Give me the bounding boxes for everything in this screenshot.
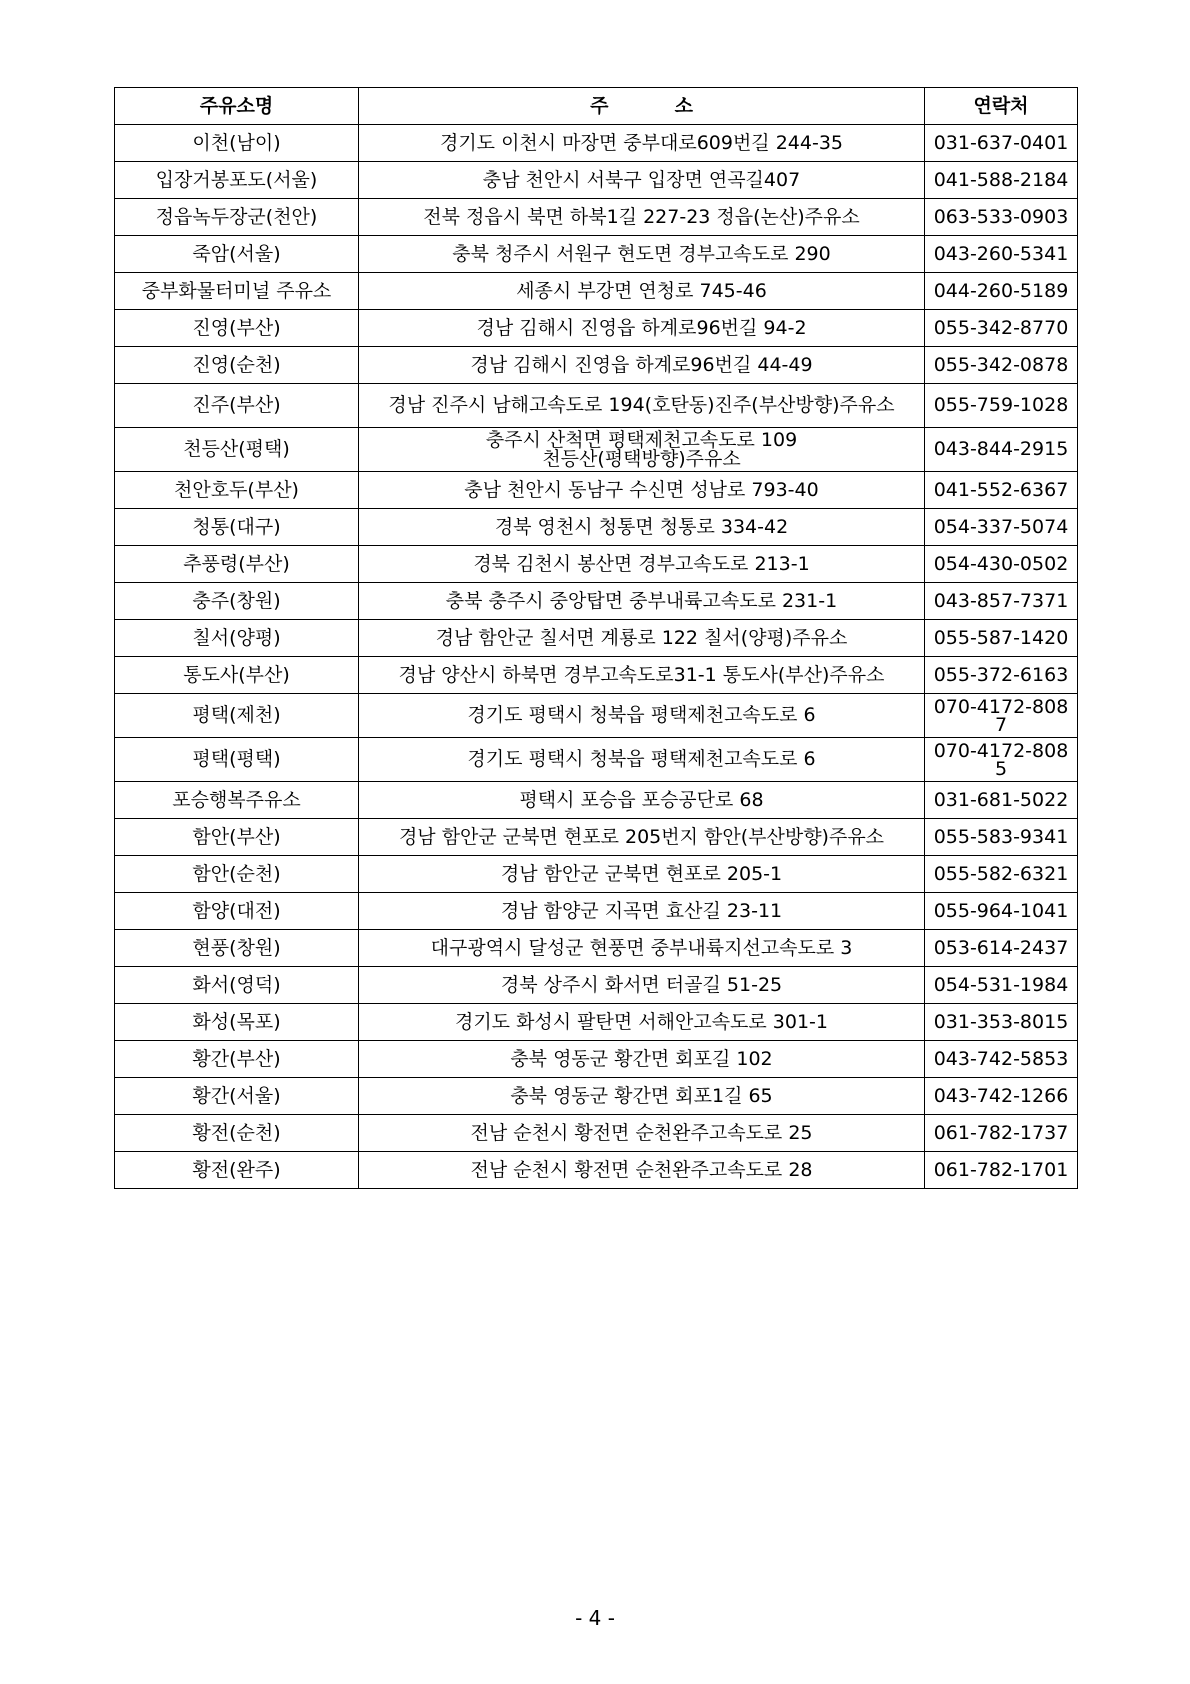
phone-cell: 055-582-6321: [925, 856, 1078, 893]
address-cell: [359, 472, 925, 509]
address-line: 경남 함안군 군북면 현포로 205번지 함안(부산방향)주유소: [398, 825, 885, 848]
phone-cell: 054-337-5074: [925, 509, 1078, 546]
phone-cell: 043-844-2915: [925, 428, 1078, 472]
phone-cell: 053-614-2437: [925, 930, 1078, 967]
station-name-cell: 충주(창원): [115, 583, 359, 620]
table-body: [115, 125, 1078, 1189]
address-line: 경남 함안군 칠서면 계룡로 122 칠서(양평)주유소: [435, 626, 848, 649]
address-line: 경남 함양군 지곡면 효산길 23-11: [500, 899, 783, 922]
table-row: [115, 1152, 1078, 1189]
phone-cell: 055-759-1028: [925, 384, 1078, 428]
station-name-cell: 화성(목포): [115, 1004, 359, 1041]
address-line: 충남 천안시 동남구 수신면 성남로 793-40: [464, 478, 819, 501]
station-name-cell: 추풍령(부산): [115, 546, 359, 583]
phone-cell: 070-4172-8085: [925, 738, 1078, 782]
station-name-cell: 포승행복주유소: [115, 782, 359, 819]
phone-cell: 044-260-5189: [925, 273, 1078, 310]
phone-cell: 055-342-0878: [925, 347, 1078, 384]
address-line: 경북 상주시 화서면 터골길 51-25: [500, 973, 783, 996]
phone-cell: 041-552-6367: [925, 472, 1078, 509]
address-line: 전남 순천시 황전면 순천완주고속도로 25: [470, 1121, 813, 1144]
address-line: 경남 김해시 진영읍 하계로96번길 94-2: [476, 316, 807, 339]
station-name-cell: 함양(대전): [115, 893, 359, 930]
station-name-cell: 평택(제천): [115, 694, 359, 738]
address-line: 경북 영천시 청통면 청통로 334-42: [494, 515, 789, 538]
address-cell: [359, 1041, 925, 1078]
table-row: [115, 347, 1078, 384]
station-name-cell: 진주(부산): [115, 384, 359, 428]
address-cell: [359, 1004, 925, 1041]
address-line: 경남 김해시 진영읍 하계로96번길 44-49: [470, 353, 813, 376]
phone-cell: 054-430-0502: [925, 546, 1078, 583]
table-row: [115, 546, 1078, 583]
address-line: 경남 진주시 남해고속도로 194(호탄동)진주(부산방향)주유소: [388, 394, 895, 416]
address-line: 경남 함안군 군북면 현포로 205-1: [500, 862, 783, 885]
station-name-cell: 칠서(양평): [115, 620, 359, 657]
phone-cell: 055-342-8770: [925, 310, 1078, 347]
address-cell: [359, 583, 925, 620]
table-row: [115, 162, 1078, 199]
address-cell: [359, 782, 925, 819]
table-row: [115, 930, 1078, 967]
phone-cell: 054-531-1984: [925, 967, 1078, 1004]
address-cell: [359, 738, 925, 782]
table-row: [115, 856, 1078, 893]
station-name-cell: 현풍(창원): [115, 930, 359, 967]
address-line: 충북 청주시 서원구 현도면 경부고속도로 290: [452, 242, 831, 265]
station-name-cell: 진영(순천): [115, 347, 359, 384]
station-name-cell: 청통(대구): [115, 509, 359, 546]
station-name-cell: 황전(완주): [115, 1152, 359, 1189]
table-row: [115, 310, 1078, 347]
station-name-cell: 이천(남이): [115, 125, 359, 162]
station-name-cell: 통도사(부산): [115, 657, 359, 694]
address-cell: [359, 1152, 925, 1189]
address-cell: [359, 428, 925, 472]
address-line: 충북 충주시 중앙탑면 중부내륙고속도로 231-1: [445, 589, 838, 612]
address-line: 경기도 이천시 마장면 중부대로609번길 244-35: [439, 131, 844, 154]
address-line: 경기도 화성시 팔탄면 서해안고속도로 301-1: [454, 1010, 829, 1033]
header-station-name: 주유소명: [115, 88, 359, 125]
address-line: 경북 김천시 봉산면 경부고속도로 213-1: [473, 552, 810, 575]
station-name-cell: 중부화물터미널 주유소: [115, 273, 359, 310]
table-row: [115, 620, 1078, 657]
address-cell: [359, 199, 925, 236]
phone-cell: 055-583-9341: [925, 819, 1078, 856]
table-row: [115, 125, 1078, 162]
address-cell: [359, 310, 925, 347]
address-line: 평택시 포승읍 포승공단로 68: [519, 788, 764, 811]
station-name-cell: 황간(서울): [115, 1078, 359, 1115]
station-name-cell: 죽암(서울): [115, 236, 359, 273]
phone-cell: 070-4172-8087: [925, 694, 1078, 738]
address-line: 전남 순천시 황전면 순천완주고속도로 28: [470, 1158, 813, 1181]
page-number: - 4 -: [575, 1606, 615, 1630]
table-row: [115, 509, 1078, 546]
address-line: 세종시 부강면 연청로 745-46: [516, 279, 767, 302]
table-row: [115, 1004, 1078, 1041]
table-row: [115, 893, 1078, 930]
phone-cell: 063-533-0903: [925, 199, 1078, 236]
table-row: [115, 819, 1078, 856]
address-line: 충북 영동군 황간면 회포1길 65: [510, 1084, 773, 1107]
address-cell: [359, 819, 925, 856]
address-cell: [359, 657, 925, 694]
table-row: [115, 782, 1078, 819]
address-cell: [359, 236, 925, 273]
table-row: [115, 657, 1078, 694]
address-cell: [359, 273, 925, 310]
station-name-cell: 정읍녹두장군(천안): [115, 199, 359, 236]
phone-cell: 055-372-6163: [925, 657, 1078, 694]
table-row: [115, 273, 1078, 310]
station-name-cell: 천등산(평택): [115, 428, 359, 472]
address-cell: [359, 1115, 925, 1152]
phone-cell: 055-964-1041: [925, 893, 1078, 930]
table-row: [115, 384, 1078, 428]
address-cell: [359, 930, 925, 967]
phone-cell: 061-782-1701: [925, 1152, 1078, 1189]
station-name-cell: 입장거봉포도(서울): [115, 162, 359, 199]
table-row: [115, 1115, 1078, 1152]
address-cell: [359, 694, 925, 738]
table-row: [115, 199, 1078, 236]
table-row: [115, 236, 1078, 273]
station-name-cell: 천안호두(부산): [115, 472, 359, 509]
address-cell: [359, 162, 925, 199]
phone-cell: 055-587-1420: [925, 620, 1078, 657]
address-cell: [359, 620, 925, 657]
station-name-cell: 평택(평택): [115, 738, 359, 782]
table-row: [115, 738, 1078, 782]
address-cell: [359, 546, 925, 583]
phone-cell: 043-742-5853: [925, 1041, 1078, 1078]
phone-cell: 043-857-7371: [925, 583, 1078, 620]
phone-cell: 043-742-1266: [925, 1078, 1078, 1115]
address-line: 대구광역시 달성군 현풍면 중부내륙지선고속도로 3: [430, 936, 853, 959]
address-cell: [359, 1078, 925, 1115]
address-line: 충주시 산척면 평택제천고속도로 109: [485, 428, 798, 451]
station-name-cell: 화서(영덕): [115, 967, 359, 1004]
address-cell: [359, 509, 925, 546]
phone-cell: 043-260-5341: [925, 236, 1078, 273]
table-row: [115, 583, 1078, 620]
address-line: 경기도 평택시 청북읍 평택제천고속도로 6: [467, 704, 816, 726]
address-cell: [359, 125, 925, 162]
address-line: 전북 정읍시 북면 하북1길 227-23 정읍(논산)주유소: [423, 205, 860, 228]
address-cell: [359, 893, 925, 930]
table-header-row: [115, 88, 1078, 125]
station-name-cell: 함안(순천): [115, 856, 359, 893]
address-cell: [359, 384, 925, 428]
address-line: 경기도 평택시 청북읍 평택제천고속도로 6: [467, 748, 816, 770]
station-name-cell: 황전(순천): [115, 1115, 359, 1152]
phone-cell: 031-681-5022: [925, 782, 1078, 819]
address-cell: [359, 347, 925, 384]
table-row: [115, 428, 1078, 472]
phone-cell: 031-353-8015: [925, 1004, 1078, 1041]
station-name-cell: 진영(부산): [115, 310, 359, 347]
table-row: [115, 1041, 1078, 1078]
table-row: [115, 967, 1078, 1004]
station-name-cell: 함안(부산): [115, 819, 359, 856]
header-address: 주 소: [359, 88, 925, 125]
phone-cell: 061-782-1737: [925, 1115, 1078, 1152]
address-cell: [359, 967, 925, 1004]
address-line: 천등산(평택방향)주유소: [542, 447, 741, 470]
address-cell: [359, 856, 925, 893]
address-line: 충남 천안시 서북구 입장면 연곡길407: [482, 168, 801, 191]
table-row: [115, 694, 1078, 738]
header-phone: 연락처: [925, 88, 1078, 125]
station-name-cell: 황간(부산): [115, 1041, 359, 1078]
address-line: 경남 양산시 하북면 경부고속도로31-1 통도사(부산)주유소: [398, 663, 885, 686]
address-line: 충북 영동군 황간면 회포길 102: [510, 1047, 773, 1070]
gas-station-table: [114, 87, 1078, 1189]
phone-cell: 041-588-2184: [925, 162, 1078, 199]
table-row: [115, 472, 1078, 509]
phone-cell: 031-637-0401: [925, 125, 1078, 162]
table-row: [115, 1078, 1078, 1115]
